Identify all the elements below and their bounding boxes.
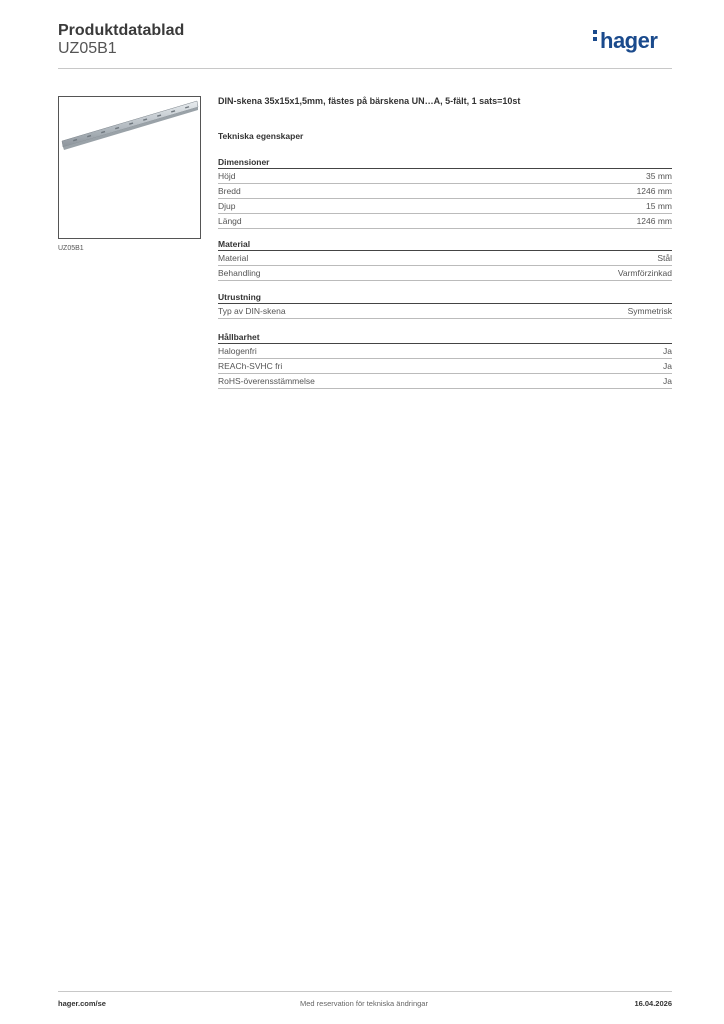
spec-group-title: Utrustning [218,292,672,304]
spec-label: Behandling [218,268,261,278]
footer-date: 16.04.2026 [634,999,672,1008]
spec-group-equipment [218,292,672,319]
spec-row [218,266,672,281]
spec-label: RoHS-överensstämmelse [218,376,315,386]
spec-value: Symmetrisk [627,306,672,316]
spec-row [218,184,672,199]
image-caption: UZ05B1 [58,245,84,252]
product-description: DIN-skena 35x15x1,5mm, fästes på bärskena UN…A, 5-fält, 1 sats=10st [218,96,521,106]
spec-label: Djup [218,201,236,211]
logo-dots-icon [593,30,597,44]
spec-row [218,199,672,214]
spec-row [218,251,672,266]
spec-label: Bredd [218,186,241,196]
spec-label: REACh-SVHC fri [218,361,283,371]
spec-label: Material [218,253,249,263]
spec-group-material [218,239,672,281]
spec-value: 15 mm [646,201,672,211]
footer-divider [58,991,672,992]
din-rail-icon [59,97,200,238]
footer-website: hager.com/se [58,999,106,1008]
footer-disclaimer: Med reservation för tekniska ändringar [300,999,428,1008]
spec-value: 1246 mm [636,216,672,226]
spec-group-sustainability [218,332,672,389]
spec-value: 35 mm [646,171,672,181]
product-image [58,96,201,239]
product-code: UZ05B1 [58,40,117,57]
spec-label: Höjd [218,171,236,181]
spec-label: Längd [218,216,242,226]
spec-row [218,169,672,184]
spec-group-title: Dimensioner [218,157,672,169]
spec-row [218,214,672,229]
spec-value: 1246 mm [636,186,672,196]
section-heading: Tekniska egenskaper [218,131,304,141]
spec-group-title: Hållbarhet [218,332,672,344]
spec-row [218,304,672,319]
spec-value: Varmförzinkad [617,268,672,278]
spec-group-title: Material [218,239,672,251]
spec-label: Halogenfri [218,346,257,356]
spec-row [218,374,672,389]
spec-row [218,359,672,374]
spec-value: Ja [663,361,672,371]
logo-text: hager [600,28,658,53]
spec-value: Ja [663,346,672,356]
page-title: Produktdatablad [58,22,185,39]
spec-label: Typ av DIN-skena [218,306,286,316]
hager-logo [593,28,657,54]
spec-value: Stål [657,253,672,263]
spec-value: Ja [663,376,672,386]
spec-group-dimensions [218,157,672,229]
spec-row [218,344,672,359]
header-divider [58,68,672,69]
